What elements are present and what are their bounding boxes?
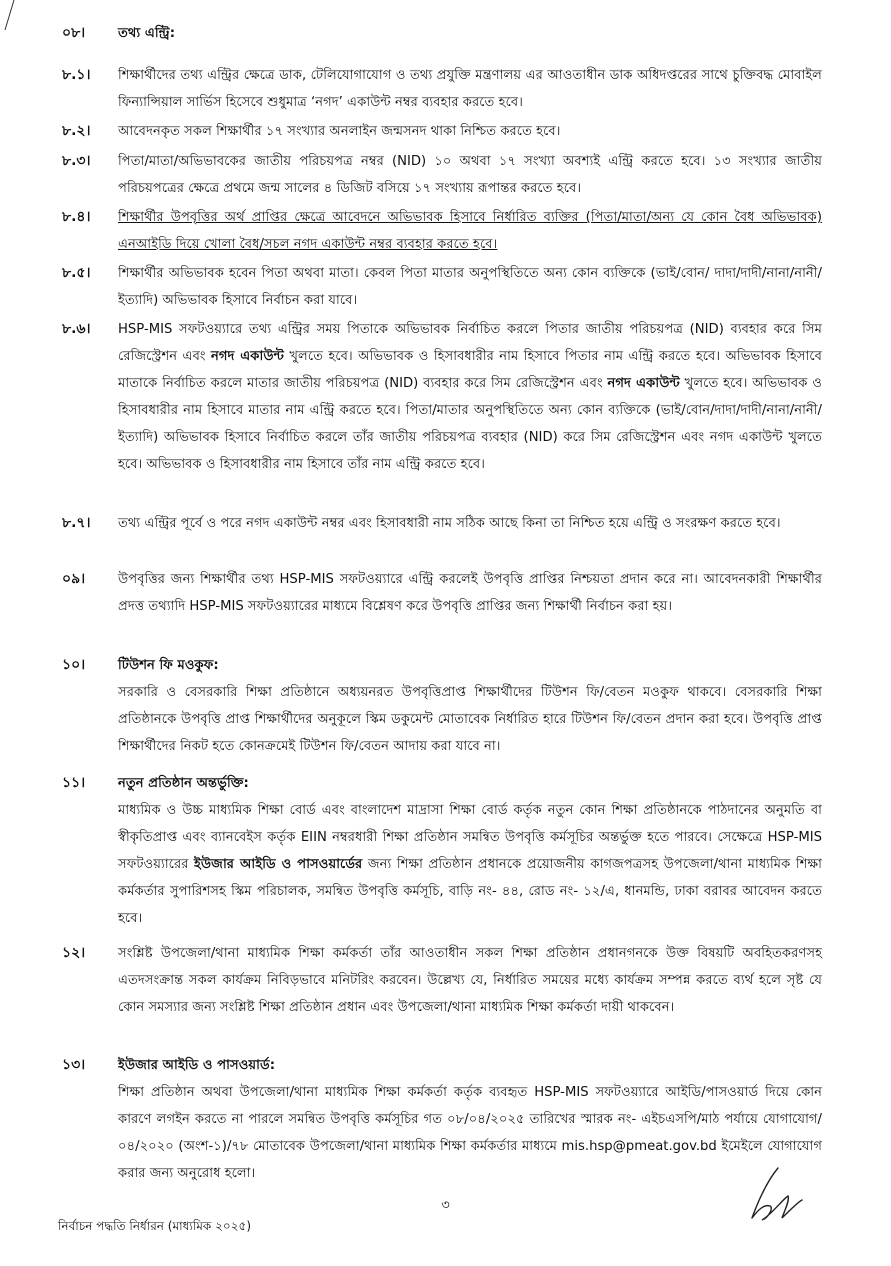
bold-term: নগদ একাউন্ট — [211, 349, 284, 364]
section-10 — [62, 652, 822, 760]
section-13 — [62, 1052, 822, 1187]
section-number: ৮.৫। — [62, 265, 91, 281]
bold-term: নগদ একাউন্ট — [607, 376, 680, 391]
section-8-5 — [62, 260, 822, 314]
section-number: ০৯। — [62, 571, 86, 587]
section-text: শিক্ষার্থীর অভিভাবক হবেন পিতা অথবা মাতা। কেবল পিতা মাতার অনুপস্থিতিতে অন্য কোন ব্যক্তিকে (ভাই/বোন/ দাদা/দাদী/নানা/নানী/ইত্যাদি) অভিভাবক হিসাবে নির্বাচন করা যাবে। — [118, 266, 822, 308]
section-text: শিক্ষা প্রতিষ্ঠান অথবা উপজেলা/থানা মাধ্যমিক শিক্ষা কর্মকর্তা কর্তৃক ব্যবহৃত HSP-MIS সফটওয়্যারে আইডি/পাসওয়ার্ড দিয়ে কোন কারণে লগইন করতে না পারলে সমন্বিত উপবৃত্তি কর্মসূচির গত ০৮/০৪/২০২৫ তারিখের স্মারক নং- এইচএসপি/মাঠ পর্যায়ে যোগাযোগ/০৪/২০২০ (অংশ-১)/৭৮ মোতাবেক উপজেলা/থানা মাধ্যমিক শিক্ষা কর্মকর্তার মাধ্যমে mis.hsp@pmeat.gov.bd ইমেইলে যোগাযোগ করার জন্য অনুরোধ হলো। — [118, 1085, 822, 1181]
section-heading: তথ্য এন্ট্রি: — [118, 26, 176, 41]
section-11 — [62, 770, 822, 932]
section-heading: টিউশন ফি মওকুফ: — [118, 658, 219, 673]
section-heading: নতুন প্রতিষ্ঠান অন্তর্ভুক্তি: — [118, 776, 249, 791]
section-12 — [62, 940, 822, 1021]
section-09 — [62, 566, 822, 620]
section-text — [118, 316, 822, 478]
section-number: ৮.২। — [62, 123, 91, 139]
section-8-6 — [62, 316, 822, 478]
text-part: জন্য শিক্ষা প্রতিষ্ঠান প্রধানকে প্রয়োজনীয় কাগজপত্রসহ উপজেলা/থানা মাধ্যমিক শিক্ষা কর্মকর্তার সুপারিশসহ স্কিম পরিচালক, সমন্বিত উপবৃত্তি কর্মসূচি, বাড়ি নং- ৪৪, রোড নং- ১২/এ, ধানমন্ডি, ঢাকা বরাবর আবেদন করতে হবে। — [118, 857, 822, 926]
section-text: উপবৃত্তির জন্য শিক্ষার্থীর তথ্য HSP-MIS সফটওয়্যারে এন্ট্রি করলেই উপবৃত্তি প্রাপ্তির নিশ্চয়তা প্রদান করে না। আবেদনকারী শিক্ষার্থীর প্রদত্ত তথ্যাদি HSP-MIS সফটওয়্যারের মাধ্যমে বিশ্লেষণ করে উপবৃত্তি প্রাপ্তির জন্য শিক্ষার্থী নির্বাচন করা হয়। — [118, 572, 822, 614]
section-text: আবেদনকৃত সকল শিক্ষার্থীর ১৭ সংখ্যার অনলাইন জন্মসনদ থাকা নিশ্চিত করতে হবে। — [118, 124, 561, 139]
section-text: শিক্ষার্থীদের তথ্য এন্ট্রির ক্ষেত্রে ডাক, টেলিযোগাযোগ ও তথ্য প্রযুক্তি মন্ত্রণালয় এর আওতাধীন ডাক অধিদপ্তরের সাথে চুক্তিবদ্ধ মোবাইল ফিন্যান্সিয়াল সার্ভিস হিসেবে শুধুমাত্র ‘নগদ’ একাউন্ট নম্বর ব্যবহার করতে হবে। — [118, 68, 822, 110]
corner-mark-line — [0, 0, 30, 50]
section-text: পিতা/মাতা/অভিভাবকের জাতীয় পরিচয়পত্র নম্বর (NID) ১০ অথবা ১৭ সংখ্যা অবশ্যই এন্ট্রি করতে হবে। ১৩ সংখ্যার জাতীয় পরিচয়পত্রের ক্ষেত্রে প্রথমে জন্ম সালের ৪ ডিজিট বসিয়ে ১৭ সংখ্যায় রূপান্তর করতে হবে। — [118, 154, 822, 196]
section-number: ৮.৪। — [62, 209, 91, 225]
section-number: ০৮। — [62, 25, 86, 41]
section-8-1 — [62, 62, 822, 116]
section-text: সংশ্লিষ্ট উপজেলা/থানা মাধ্যমিক শিক্ষা কর্মকর্তা তাঁর আওতাধীন সকল শিক্ষা প্রতিষ্ঠান প্রধানগনকে উক্ত বিষয়টি অবহিতকরণসহ এতদসংক্রান্ত সকল কার্যক্রম নিবিড়ভাবে মনিটরিং করবেন। উল্লেখ্য যে, নির্ধারিত সময়ের মধ্যে কার্যক্রম সম্পন্ন করতে ব্যর্থ হলে সৃষ্ট যে কোন সমস্যার জন্য সংশ্লিষ্ট শিক্ষা প্রতিষ্ঠান প্রধান এবং উপজেলা/থানা মাধ্যমিক শিক্ষা কর্মকর্তা দায়ী থাকবেন। — [118, 946, 822, 1015]
section-heading: ইউজার আইডি ও পাসওয়ার্ড: — [118, 1058, 275, 1073]
text-part: খুলতে হবে। অভিভাবক ও হিসাবধারীর নাম হিসাবে মাতার নাম এন্ট্রি করতে হবে। পিতা/মাতার অনুপস্থিতিতে অন্য কোন ব্যক্তিকে (ভাই/বোন/দাদা/দাদী/নানা/নানী/ইত্যাদি) অভিভাবক হিসাবে নির্বাচিত করলে তাঁর জাতীয় পরিচয়পত্র ব্যবহার (NID) করে সিম রেজিস্ট্রেশন এবং নগদ একাউন্ট খুলতে হবে। অভিভাবক ও হিসাবধারীর নাম হিসাবে তাঁর নাম এন্ট্রি করতে হবে। — [118, 376, 823, 472]
text-part: খুলতে হবে। অভিভাবক ও হিসাবধারীর নাম হিসাবে পিতার নাম এন্ট্রি করতে হবে। অভিভাবক হিসাবে মাতাকে নির্বাচিত করলে মাতার জাতীয় পরিচয়পত্র (NID) ব্যবহার করে সিম রেজিস্ট্রেশন এবং — [118, 349, 823, 391]
text-part: মাধ্যমিক ও উচ্চ মাধ্যমিক শিক্ষা বোর্ড এবং বাংলাদেশ মাদ্রাসা শিক্ষা বোর্ড কর্তৃক নতুন কোন শিক্ষা প্রতিষ্ঠানকে পাঠদানের অনুমতি বা স্বীকৃতিপ্রাপ্ত এবং ব্যানবেইস কর্তৃক EIIN নম্বরধারী শিক্ষা প্রতিষ্ঠান সমন্বিত উপবৃত্তি কর্মসূচির অন্তর্ভুক্ত হতে পারবে। সেক্ষেত্রে HSP-MIS সফটওয়্যারের — [118, 803, 822, 872]
page-number: ৩ — [441, 1198, 450, 1213]
section-08 — [62, 20, 822, 47]
section-8-7 — [62, 510, 822, 537]
section-number: ১১। — [62, 775, 86, 791]
section-number: ৮.৬। — [62, 321, 91, 337]
section-number: ১০। — [62, 657, 86, 673]
signature-scribble — [738, 1160, 818, 1230]
section-8-4 — [62, 204, 822, 258]
section-number: ৮.৭। — [62, 515, 91, 531]
section-text: তথ্য এন্ট্রির পূর্বে ও পরে নগদ একাউন্ট নম্বর এবং হিসাবধারী নাম সঠিক আছে কিনা তা নিশ্চিত হয়ে এন্ট্রি ও সংরক্ষণ করতে হবে। — [118, 516, 781, 531]
text-part: HSP-MIS সফটওয়্যারে তথ্য এন্ট্রির সময় পিতাকে অভিভাবক নির্বাচিত করলে পিতার জাতীয় পরিচয়পত্র (NID) ব্যবহার করে সিম রেজিস্ট্রেশন এবং — [118, 322, 822, 364]
section-text — [118, 797, 822, 932]
bold-term: ইউজার আইডি ও পাসওয়ার্ডের — [194, 857, 363, 872]
section-8-2 — [62, 118, 822, 145]
section-text: সরকারি ও বেসরকারি শিক্ষা প্রতিষ্ঠানে অধ্যয়নরত উপবৃত্তিপ্রাপ্ত শিক্ষার্থীদের টিউশন ফি/বেতন মওকুফ থাকবে। বেসরকারি শিক্ষা প্রতিষ্ঠানকে উপবৃত্তি প্রাপ্ত শিক্ষার্থীদের অনুকূলে স্কিম ডকুমেন্ট মোতাবেক নির্ধারিত হারে টিউশন ফি/বেতন প্রদান করা হবে। উপবৃত্তি প্রাপ্ত শিক্ষার্থীদের নিকট হতে কোনক্রমেই টিউশন ফি/বেতন আদায় করা যাবে না। — [118, 685, 822, 754]
section-text-underlined: শিক্ষার্থীর উপবৃত্তির অর্থ প্রাপ্তির ক্ষেত্রে আবেদনে অভিভাবক হিসাবে নির্ধারিত ব্যক্তির (পিতা/মাতা/অন্য যে কোন বৈধ অভিভাবক) এনআইডি দিয়ে খোলা বৈধ/সচল নগদ একাউন্ট নম্বর ব্যবহার করতে হবে। — [118, 210, 822, 252]
section-number: ৮.১। — [62, 67, 91, 83]
footer-document-title: নির্বাচন পদ্ধতি নির্ধারন (মাধ্যমিক ২০২৫) — [58, 1219, 251, 1233]
section-8-3 — [62, 148, 822, 202]
section-number: ১৩। — [62, 1057, 86, 1073]
section-number: ১২। — [62, 945, 86, 961]
section-number: ৮.৩। — [62, 153, 91, 169]
